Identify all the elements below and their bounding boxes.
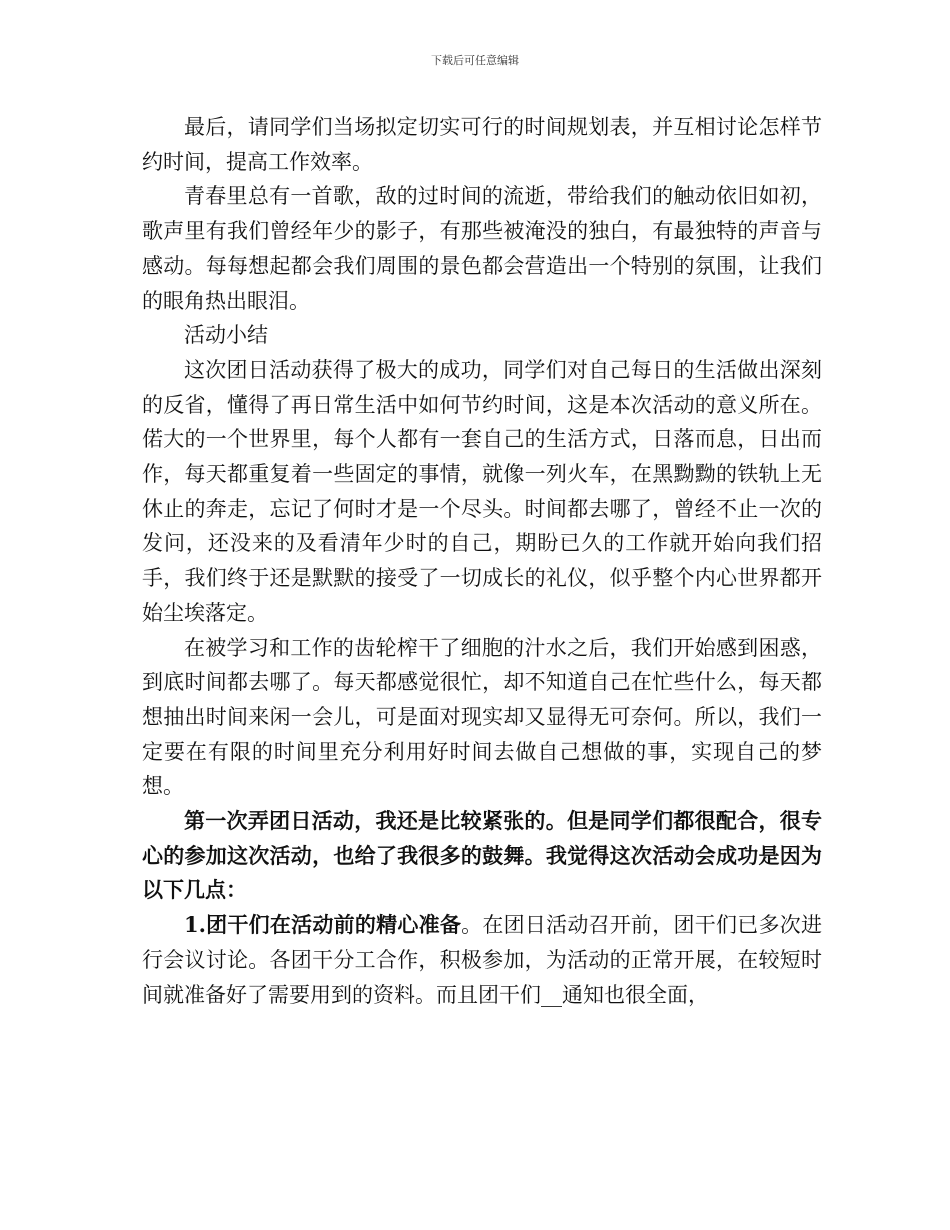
paragraph-planning: 最后，请同学们当场拟定切实可行的时间规划表，并互相讨论怎样节约时间，提高工作效率。: [142, 115, 822, 174]
list-item-title: 1.团干们在活动前的精心准备: [184, 912, 462, 938]
paragraph-where-time-went: 在被学习和工作的齿轮榨干了细胞的汁水之后，我们开始感到困惑，到底时间都去哪了。每天都感觉很忙，却不知道自己在忙些什么，每天都想抽出时间来闲一会儿，可是面对现实却又显得无可奈何。所以，我们一定要在有限的时间里充分利用好时间去做自己想做的事，实现自己的梦想。: [142, 635, 822, 799]
page-header: 下载后可任意编辑: [431, 54, 519, 67]
list-item-preparation: [142, 908, 822, 1012]
section-heading-summary: 活动小结: [184, 323, 268, 348]
paragraph-first-activity: 第一次弄团日活动，我还是比较紧张的。但是同学们都很配合，很专心的参加这次活动，也给了我很多的鼓舞。我觉得这次活动会成功是因为以下几点：: [142, 808, 822, 903]
paragraph-activity-success: 这次团日活动获得了极大的成功，同学们对自己每日的生活做出深刻的反省，懂得了再日常生活中如何节约时间，这是本次活动的意义所在。偌大的一个世界里，每个人都有一套自己的生活方式，日落而息，日出而作，每天都重复着一些固定的事情，就像一列火车，在黑黝黝的铁轨上无休止的奔走，忘记了何时才是一个尽头。时间都去哪了，曾经不止一次的发问，还没来的及看清年少时的自己，期盼已久的工作就开始向我们招手，我们终于还是默默的接受了一切成长的礼仪，似乎整个内心世界都开始尘埃落定。: [142, 357, 822, 625]
list-item-body: 。在团日活动召开前，团干们已多次进行会议讨论。各团干分工合作，积极参加，为活动的正常开展，在较短时间就准备好了需要用到的资料。而且团干们__通知也很全面，: [142, 913, 823, 1007]
document-body: [142, 110, 822, 1012]
paragraph-youth-song: 青春里总有一首歌，敌的过时间的流逝，带给我们的触动依旧如初，歌声里有我们曾经年少的影子，有那些被淹没的独白，有最独特的声音与感动。每每想起都会我们周围的景色都会营造出一个特别的氛围，让我们的眼角热出眼泪。: [142, 184, 822, 313]
